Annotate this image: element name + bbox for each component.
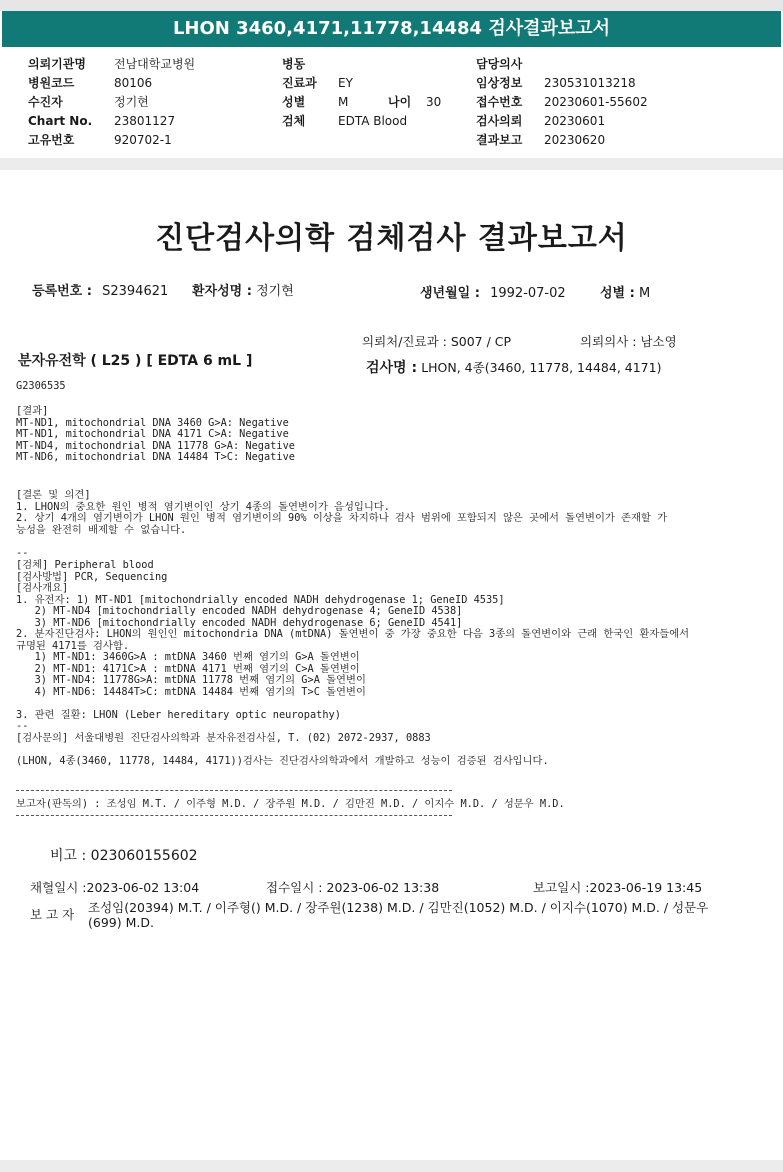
text-line [16,744,689,756]
top-strip [0,0,783,11]
patient-name-value: 정기현 [256,284,294,299]
text-line: MT-ND6, mitochondrial DNA 14484 T>C: Negative [16,451,295,463]
birth-row [420,282,566,301]
reported-row [533,878,702,896]
result-label: 결과보고 [476,133,523,147]
collected-row [30,878,199,896]
text-line: 3. 관련 질환: LHON (Leber hereditary optic neuropathy) [16,708,341,721]
birth-label: 생년월일 : [420,286,480,301]
text-line: MT-ND4, mitochondrial DNA 11778 G>A: Negative [16,439,295,452]
test-name-value: LHON, 4종(3460, 11778, 14484, 4171) [421,360,662,375]
text-line: [결과] [16,405,49,417]
section-divider [0,158,783,170]
text-line: -- [16,546,29,559]
specimen-value: EDTA Blood [338,114,408,128]
method-block [16,560,689,767]
text-line: [결론 및 의견] [16,489,91,501]
dashed-divider [16,790,452,791]
reported-value: 2023-06-19 13:45 [589,880,703,895]
text-line [16,698,689,710]
remark-label: 비고 : [50,848,87,864]
text-line: MT-ND1, mitochondrial DNA 4171 C>A: Negative [16,428,289,440]
text-line: 1. 유전자: 1) MT-ND1 [mitochondrially encoded NADH dehydrogenase 1; GeneID 4535] [16,593,505,606]
request-label: 검사의뢰 [476,114,523,128]
receipt-no-label: 접수번호 [476,95,523,109]
referrer: 의뢰처/진료과 : S007 / CP [362,334,512,349]
text-line: [검사문의] 서울대병원 진단검사의학과 분자유전검사실, T. (02) 2072-2937, 0883 [16,731,431,744]
bottom-strip [0,1160,783,1172]
text-line: 1) MT-ND1: 3460G>A : mtDNA 3460 번째 염기의 G>A 돌연변이 [16,651,360,663]
header-col-1 [28,55,195,150]
report-title: LHON 3460,4171,11778,14484 검사결과보고서 [172,18,611,39]
specimen-label: 검체 [282,114,306,128]
received-label: 접수일시 : [266,880,323,895]
footer-reporters-line-1: 조성임(20394) M.T. / 이주형() M.D. / 장주원(1238) M.D. / 김만진(1052) M.D. / 이지수(1070) M.D. / 성문우 [88,900,709,915]
department-value: EY [338,76,353,90]
text-line: 3) MT-ND4: 11778G>A: mtDNA 11778 번째 염기의 G>A 돌연변이 [16,674,366,686]
reg-no-label: 등록번호 : [32,284,92,299]
test-name-label: 검사명 : [366,360,418,376]
collected-label: 채혈일시 : [30,880,87,895]
clinical-info-value: 230531013218 [544,76,636,90]
text-line: 2) MT-ND4 [mitochondrially encoded NADH dehydrogenase 4; GeneID 4538] [16,605,463,617]
sex-value: M [338,95,349,109]
department-label: 진료과 [282,76,317,90]
hospital-code-label: 병원코드 [28,76,75,90]
sex-label: 성별 [282,95,306,109]
reporter-line: 보고자(판독의) : 조성임 M.T. / 이주형 M.D. / 장주원 M.D. / 김만진 M.D. / 이지수 M.D. / 성문우 M.D. [16,798,565,810]
age-label: 나이 [388,95,412,109]
doctor-label: 담당의사 [476,57,523,71]
document-title: 진단검사의학 검체검사 결과보고서 [155,221,628,256]
physician: 의뢰의사 : 남소영 [580,334,677,349]
birth-value: 1992-07-02 [490,286,566,301]
section-title-text: 분자유전학 ( L25 ) [ EDTA 6 mL ] [18,353,253,369]
reported-label: 보고일시 : [533,880,590,895]
hospital-code-value: 80106 [114,76,153,90]
text-line: 능성을 완전히 배제할 수 없습니다. [16,523,187,536]
footer-reporters-line-2: (699) M.D. [88,915,154,930]
received-value: 2023-06-02 13:38 [326,880,440,895]
patient-label: 수진자 [28,95,63,109]
doc-sex-value: M [638,286,651,301]
text-line: [검체] Peripheral blood [16,559,154,571]
text-line: 4) MT-ND6: 14484T>C: mtDNA 14484 번째 염기의 T>C 돌연변이 [16,685,366,698]
receipt-no-value: 20230601-55602 [544,95,648,109]
text-line: MT-ND1, mitochondrial DNA 3460 G>A: Negative [16,416,289,429]
header-col-2 [282,55,441,131]
report-title-bar [2,11,781,47]
footer-reporters [88,900,758,930]
patient-name-row [192,280,294,299]
text-line: -- [16,720,29,732]
ward-label: 병동 [282,57,306,71]
results-block [16,406,295,464]
text-line: 규명된 4171를 검사함. [16,639,130,652]
text-line: 2. 분자진단검사: LHON의 원인인 mitochondria DNA (mtDNA) 돌연변이 중 가장 중요한 다음 3종의 돌연변이와 근래 한국인 환자들에서 [16,628,690,640]
patient-name-label: 환자성명 : [192,284,252,299]
text-line: 2. 상기 4개의 염기변이가 LHON 원인 병적 염기변이의 90% 이상을 차지하나 검사 범위에 포함되지 않은 곳에서 돌연변이가 존재할 가 [16,512,668,524]
received-row [266,878,439,896]
section-title [18,350,252,370]
chart-no-value: 23801127 [114,114,176,128]
collected-value: 2023-06-02 13:04 [86,880,200,895]
text-line: (LHON, 4종(3460, 11778, 14484, 4171))검사는 진단검사의학과에서 개발하고 성능이 검증된 검사입니다. [16,754,549,767]
reg-no-value: S2394621 [102,284,169,299]
text-line [16,536,667,548]
chart-no-label: Chart No. [28,114,93,128]
unique-no-value: 920702-1 [114,133,172,147]
remark-value: 023060155602 [90,848,198,864]
specimen-id: G2306535 [16,380,66,392]
doc-sex-row [600,282,650,301]
text-line: [검사개요] [16,582,69,594]
request-date-value: 20230601 [544,114,606,128]
institution-value: 전남대학교병원 [114,57,196,71]
text-line: 2) MT-ND1: 4171C>A : mtDNA 4171 번째 염기의 C>A 돌연변이 [16,662,360,675]
result-date-value: 20230620 [544,133,606,147]
dashed-divider [16,815,452,816]
institution-label: 의뢰기관명 [28,57,86,71]
age-value: 30 [426,95,442,109]
footer-reporter-label: 보 고 자 [30,907,75,922]
text-line: [검사방법] PCR, Sequencing [16,570,168,583]
reg-no-row [32,280,168,299]
text-line: 1. LHON의 중요한 원인 병적 염기변이인 상기 4종의 돌연변이가 음성입니다. [16,500,390,513]
conclusion-block [16,490,667,559]
header-col-3 [476,55,648,150]
unique-no-label: 고유번호 [28,133,75,147]
test-name-row [366,357,661,377]
remark-row [50,845,198,865]
patient-value: 정기현 [114,95,149,109]
clinical-info-label: 임상정보 [476,76,523,90]
text-line: 3) MT-ND6 [mitochondrially encoded NADH dehydrogenase 6; GeneID 4541] [16,616,463,629]
doc-sex-label: 성별 : [600,286,635,301]
